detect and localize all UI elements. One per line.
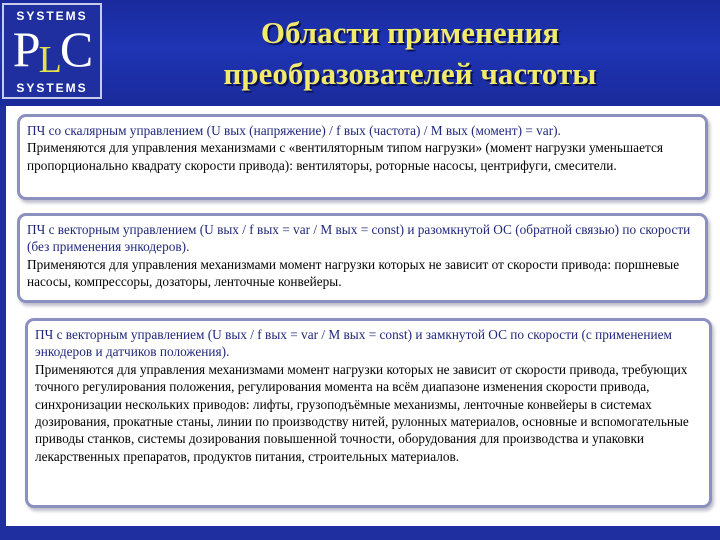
- logo-letter-c: C: [59, 21, 92, 77]
- vector-open-loop-heading: ПЧ с векторным управлением (U вых / f вых = var / M вых = const) и разомкнутой ОС (обратной связью) по скорости (без применения энкодеров).: [27, 222, 691, 255]
- logo-letter-p: P: [12, 21, 39, 77]
- logo-plc-mark: [4, 19, 100, 84]
- scalar-control-heading: ПЧ со скалярным управлением (U вых (напряжение) / f вых (частота) / M вых (момент) = var).: [27, 123, 561, 138]
- slide-title-line-1: Области применения: [260, 15, 560, 50]
- vector-closed-loop-heading: ПЧ с векторным управлением (U вых / f вых = var / M вых = const) и замкнутой ОС по скорости (с применением энкодеров и датчиков положения).: [35, 327, 672, 360]
- vector-closed-loop-description: Применяются для управления механизмами момент нагрузки которых не зависит от скорости привода, требующих точного регулирования положения, регулирования момента на всём диапазоне изменения скорости привода, синхронизации нескольких приводов: лифты, грузоподъёмные механизмы, ленточные конвейеры в системах дозирования, прокатные станы, линии по производству нитей, рулонных материалов, основные и вспомогательные приводы станков, системы дозирования повышенной точности, оборудования для производства и упаковки лекарственных препаратов, продуктов питания, строительных материалов.: [35, 361, 689, 464]
- slide-title: [140, 12, 680, 94]
- logo-letter-l: L: [38, 39, 60, 81]
- logo-bottom-text: SYSTEMS: [16, 81, 88, 95]
- scalar-control-box: [17, 114, 708, 200]
- slide-header: [0, 0, 720, 106]
- plc-systems-logo: [2, 3, 102, 99]
- logo-top-text: SYSTEMS: [16, 9, 88, 23]
- left-accent-bar: [0, 106, 6, 540]
- bottom-accent-bar: [0, 526, 720, 540]
- vector-closed-loop-box: [25, 318, 712, 508]
- slide-title-line-2: преобразователей частоты: [223, 56, 597, 91]
- scalar-control-description: Применяются для управления механизмами с «вентиляторным типом нагрузки» (момент нагрузки уменьшается пропорционально квадрату скорости привода): вентиляторы, роторные насосы, центрифуги, смесители.: [27, 140, 663, 173]
- vector-open-loop-box: [17, 213, 708, 303]
- vector-open-loop-description: Применяются для управления механизмами момент нагрузки которых не зависит от скорости привода: поршневые насосы, компрессоры, дозаторы, ленточные конвейеры.: [27, 256, 680, 290]
